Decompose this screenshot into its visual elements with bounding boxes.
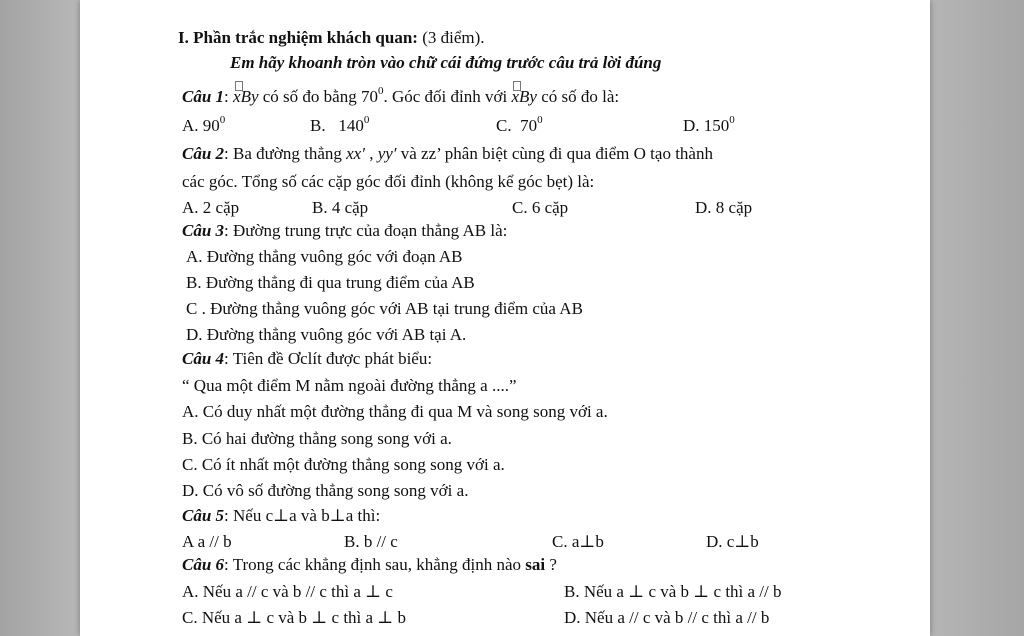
q4-label: Câu 4 [182, 349, 225, 368]
q5-label: Câu 5 [182, 506, 225, 525]
question-4: Câu 4: Tiên đề Ơclít được phát biểu: [182, 349, 433, 368]
section-title: I. Phần trắc nghiệm khách quan: [178, 28, 418, 47]
q6-sai: sai [525, 555, 546, 574]
q1-label: Câu 1 [182, 87, 225, 106]
q2-option-c: C. 6 cặp [512, 198, 569, 217]
q2-option-b: B. 4 cặp [312, 198, 369, 217]
question-3: Câu 3: Đường trung trực của đoạn thẳng AB là: [182, 221, 508, 240]
q5-option-b: B. b // c [344, 532, 398, 551]
document-page [80, 0, 930, 636]
q2-line-2: các góc. Tổng số các cặp góc đối đỉnh (không kể góc bẹt) là: [182, 172, 595, 191]
q3-option-c: C . Đường thẳng vuông góc với AB tại trung điểm của AB [186, 299, 583, 318]
question-2: Câu 2: Ba đường thẳng xx′ , yy′ và zz’ phân biệt cùng đi qua điểm O tạo thành [182, 144, 713, 163]
q5-option-c: C. a⊥b [552, 532, 604, 551]
question-1: Câu 1: xBy có số đo bằng $70^0$. Góc đối đỉnh với xBy có số đo là: [182, 86, 619, 108]
q5-option-a: A a // b [182, 532, 232, 551]
question-6: Câu 6: Trong các khẳng định sau, khẳng định nào sai ? [182, 555, 557, 574]
q1-option-c: C. $70^0$ [496, 114, 543, 135]
q2-option-a: A. 2 cặp [182, 198, 240, 217]
q6-option-b: B. Nếu a ⊥ c và b ⊥ c thì a // b [564, 582, 782, 601]
q1-option-a: A. $90^0$ [182, 114, 226, 135]
q1-option-b: B. $140^0$ [310, 114, 370, 135]
q6-option-a: A. Nếu a // c và b // c thì a ⊥ c [182, 582, 393, 601]
q3-label: Câu 3 [182, 221, 225, 240]
q3-option-b: B. Đường thẳng đi qua trung điểm của AB [186, 273, 475, 292]
q3-option-a: A. Đường thẳng vuông góc với đoạn AB [186, 247, 463, 266]
angle-xby-2: xBy [511, 87, 536, 106]
q4-option-a: A. Có duy nhất một đường thẳng đi qua M và song song với a. [182, 402, 608, 421]
q6-label: Câu 6 [182, 555, 225, 574]
section-points: (3 điểm). [417, 28, 485, 47]
q6-option-c: C. Nếu a ⊥ c và b ⊥ c thì a ⊥ b [182, 608, 407, 627]
q4-option-b: B. Có hai đường thẳng song song với a. [182, 429, 452, 448]
workspace-left [0, 0, 80, 636]
q4-option-c: C. Có ít nhất một đường thẳng song song với a. [182, 455, 505, 474]
q4-quote: “ Qua một điểm M nằm ngoài đường thẳng a ....” [182, 376, 517, 395]
q5-option-d: D. c⊥b [706, 532, 759, 551]
instruction: Em hãy khoanh tròn vào chữ cái đứng trước câu trả lời đúng [230, 53, 662, 72]
q1-option-d: D. $150^0$ [683, 114, 735, 135]
question-5: Câu 5: Nếu c⊥a và b⊥a thì: [182, 506, 381, 525]
q4-option-d: D. Có vô số đường thẳng song song với a. [182, 481, 469, 500]
q2-option-d: D. 8 cặp [695, 198, 753, 217]
section-title-line [178, 27, 485, 49]
q2-label: Câu 2 [182, 144, 225, 163]
workspace-right [930, 0, 1024, 636]
angle-xby: xBy [233, 87, 258, 106]
q3-option-d: D. Đường thẳng vuông góc với AB tại A. [186, 325, 467, 344]
q6-option-d: D. Nếu a // c và b // c thì a // b [564, 608, 770, 627]
